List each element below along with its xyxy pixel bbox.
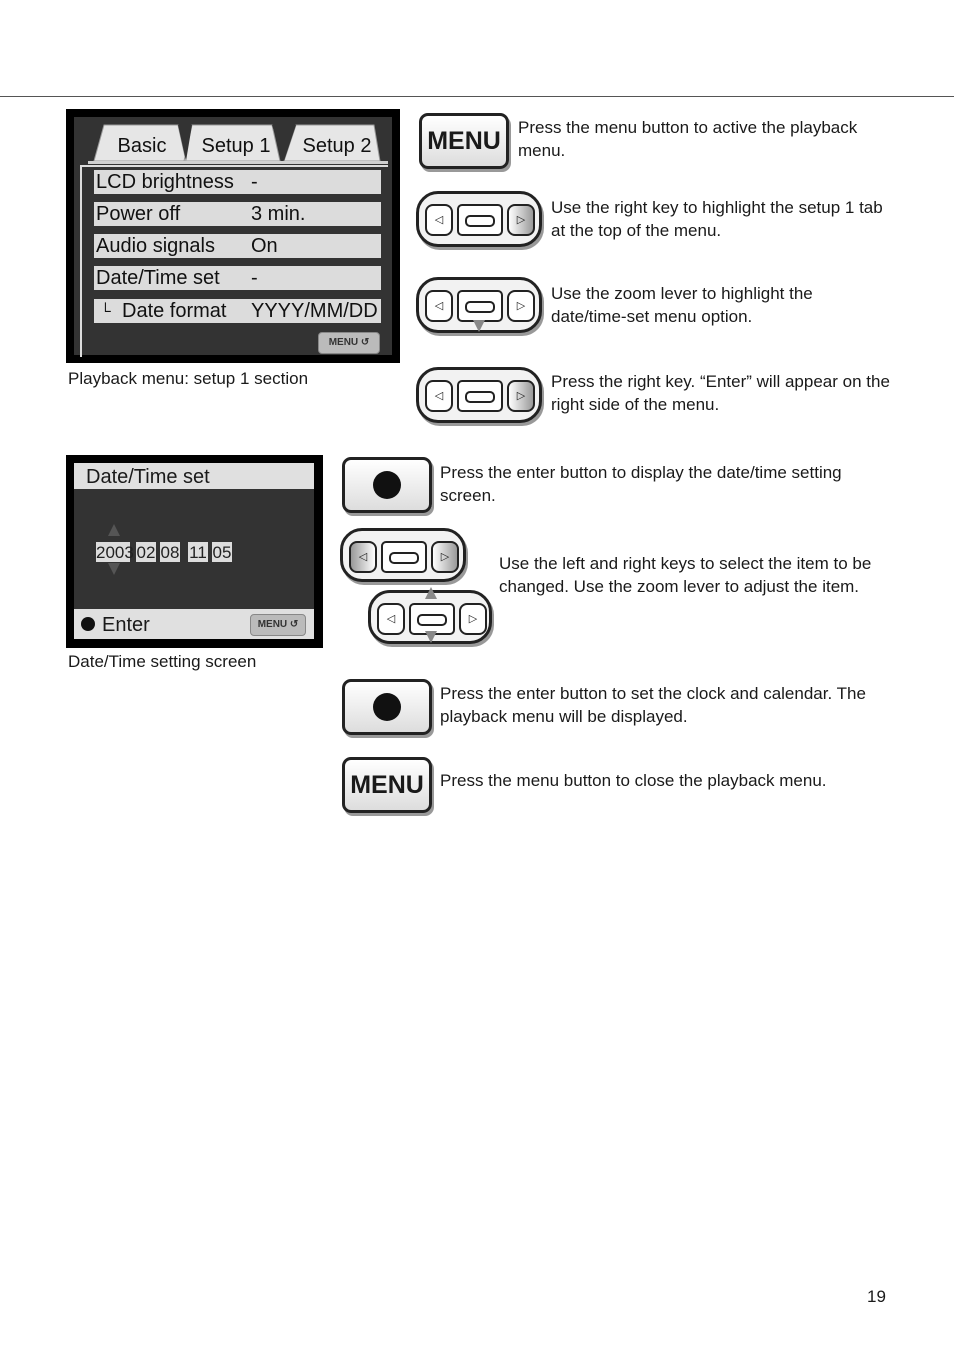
step-4-text: Press the right key. “Enter” will appear on the right side of the menu. [551, 372, 890, 414]
row-label: LCD brightness [96, 171, 234, 193]
menu-row-lcd-brightness[interactable] [94, 170, 381, 194]
tab-setup-1[interactable]: Setup 1 [201, 135, 271, 157]
row-value: - [251, 267, 258, 289]
minute-field[interactable]: 05 [212, 543, 232, 562]
step-5-text: Press the enter button to display the date/time setting screen. [440, 463, 842, 505]
menu-button[interactable] [342, 757, 432, 813]
date-time-screen [66, 455, 323, 648]
step-8-text: Press the menu button to close the playback menu. [440, 771, 827, 790]
left-key-icon: ◁ [377, 603, 405, 635]
down-arrow-icon [108, 563, 120, 575]
enter-dot-icon [373, 693, 401, 721]
screen2-caption: Date/Time setting screen [68, 652, 257, 671]
enter-dot-icon [373, 471, 401, 499]
enter-label: Enter [102, 614, 150, 636]
menu-back-badge [318, 332, 380, 354]
enter-button[interactable] [342, 457, 432, 513]
hour-field[interactable]: 11 [189, 543, 207, 562]
controller-zoom-lever[interactable] [416, 277, 542, 333]
month-field[interactable]: 02 [136, 543, 156, 562]
tabs-underline [88, 161, 388, 164]
right-key-icon: ▷ [459, 603, 487, 635]
right-key-icon: ▷ [507, 380, 535, 412]
left-key-icon: ◁ [349, 541, 377, 573]
menu-row-power-off[interactable] [94, 202, 381, 226]
date-time-title-bar [74, 463, 314, 489]
screen1-caption: Playback menu: setup 1 section [68, 369, 309, 388]
controller-zoom-lever[interactable] [368, 590, 492, 644]
row-value: On [251, 235, 278, 257]
date-time-title: Date/Time set [86, 466, 210, 488]
menu-button-label: MENU [427, 127, 501, 155]
center-key-icon [381, 541, 427, 573]
zoom-up-icon [425, 587, 437, 599]
menu-row-date-format[interactable] [94, 299, 381, 323]
up-arrow-icon [108, 524, 120, 536]
left-key-icon: ◁ [425, 290, 453, 322]
sub-item-marker: └ [100, 303, 111, 320]
menu-row-date-time-set[interactable] [94, 266, 381, 290]
right-key-icon: ▷ [507, 204, 535, 236]
zoom-down-icon [425, 631, 437, 643]
zoom-down-icon [473, 320, 485, 332]
return-icon: ↺ [360, 337, 370, 348]
enter-dot-icon [81, 617, 95, 631]
menu-button[interactable] [419, 113, 509, 169]
row-label: Power off [96, 203, 181, 225]
step-3-text: Use the zoom lever to highlight the date/time-set menu option. [551, 284, 813, 326]
left-key-icon: ◁ [425, 204, 453, 236]
row-value: - [251, 171, 258, 193]
menu-back-badge [250, 614, 306, 636]
header-rule [0, 96, 954, 97]
tab-setup-2[interactable]: Setup 2 [302, 135, 372, 157]
row-value: YYYY/MM/DD [251, 300, 378, 322]
center-key-icon [457, 290, 503, 322]
playback-menu-screen [66, 109, 400, 363]
step-6-text: Use the left and right keys to select the item to be changed. Use the zoom lever to adjust the item. [499, 554, 872, 596]
date-time-footer [74, 609, 314, 639]
enter-button[interactable] [342, 679, 432, 735]
step-7-text: Press the enter button to set the clock and calendar. The playback menu will be displayed. [440, 684, 866, 726]
tab-basic[interactable]: Basic [117, 135, 167, 157]
row-label: Date/Time set [96, 267, 220, 289]
page-number: 19 [867, 1287, 886, 1306]
row-label: Date format [122, 300, 227, 322]
menu-row-audio-signals[interactable] [94, 234, 381, 258]
right-key-icon: ▷ [507, 290, 535, 322]
menu-button-label: MENU [350, 771, 424, 799]
right-key-icon: ▷ [431, 541, 459, 573]
menu-badge-label: MENU [328, 337, 359, 348]
menu-badge-label: MENU [257, 619, 288, 630]
center-key-icon [457, 204, 503, 236]
row-label: Audio signals [96, 235, 215, 257]
center-key-icon [457, 380, 503, 412]
step-2-text: Use the right key to highlight the setup 1 tab at the top of the menu. [551, 198, 883, 240]
controller-right-key[interactable] [416, 191, 542, 247]
step-1-text: Press the menu button to active the playback menu. [518, 118, 858, 160]
left-key-icon: ◁ [425, 380, 453, 412]
return-icon: ↺ [289, 619, 299, 630]
day-field[interactable]: 08 [160, 543, 180, 562]
row-value: 3 min. [251, 203, 306, 225]
controller-left-right-keys[interactable] [340, 528, 466, 582]
controller-right-key[interactable] [416, 367, 542, 423]
year-field[interactable]: 2003 [96, 543, 134, 562]
